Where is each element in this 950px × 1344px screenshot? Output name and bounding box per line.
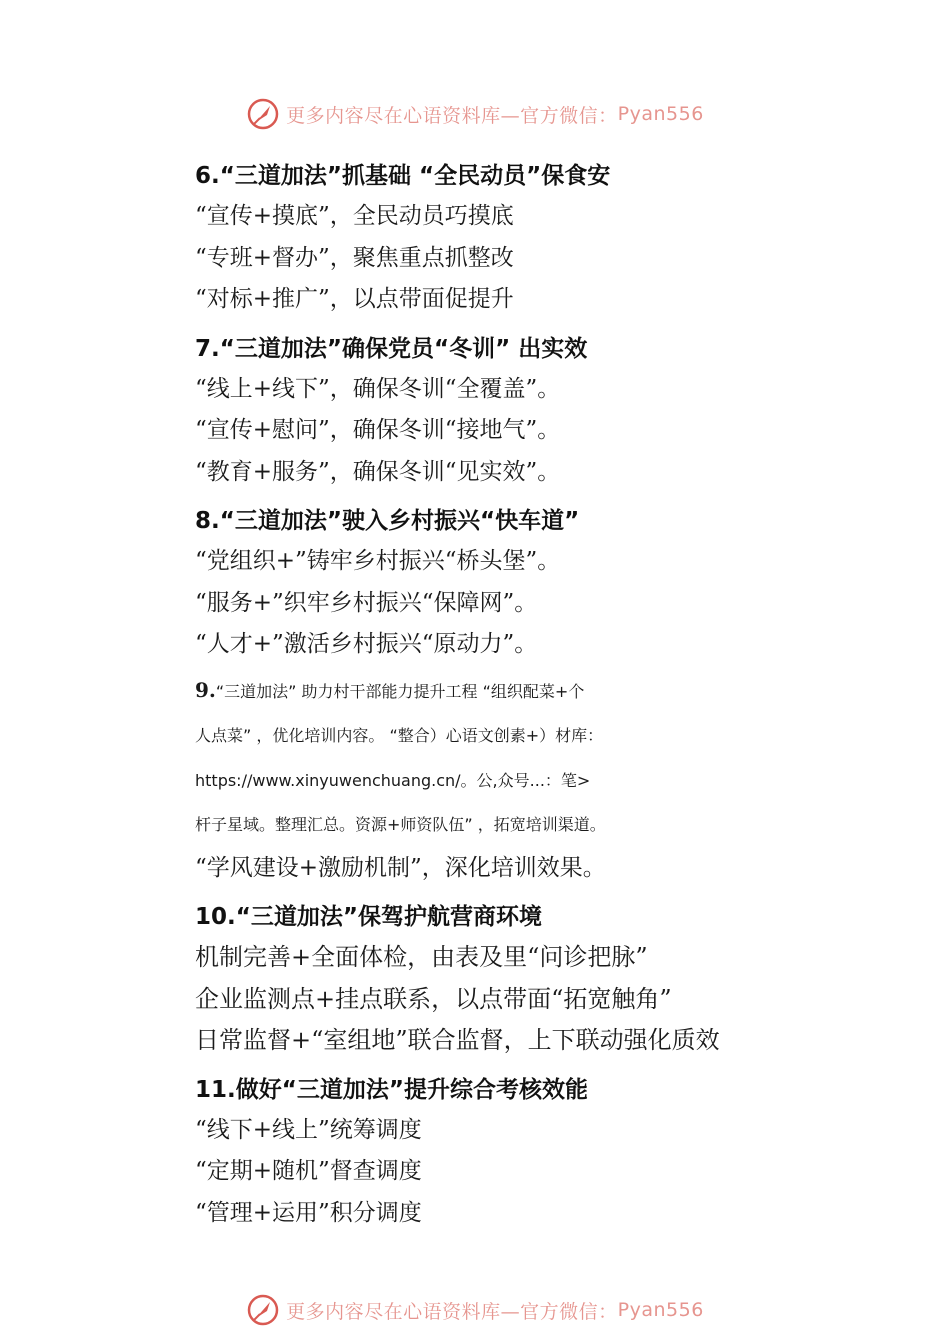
section-line: “党组织+”铸牢乡村振兴“桥头堡”。: [195, 548, 561, 574]
section-number: 9.: [195, 677, 216, 702]
section-heading: 6.“三道加法”抓基础 “全民动员”保食安: [195, 163, 611, 189]
section-line: 机制完善+全面体检，由表及里“问诊把脉”: [195, 943, 648, 971]
header-banner: [0, 94, 950, 134]
section-line: 日常监督+“室组地”联合监督，上下联动强化质效: [195, 1026, 720, 1054]
section-line: “定期+随机”督查调度: [195, 1158, 422, 1184]
section-9-url-line: https://www.xinyuwenchuang.cn/。公,众号...：笔>: [195, 770, 591, 790]
section-heading: 7.“三道加法”确保党员“冬训” 出实效: [195, 335, 588, 362]
section-line: “宣传+慰问”，确保冬训“接地气”。: [195, 417, 561, 443]
section-9-line: 人点菜” ，优化培训内容。 “整合）心语文创素+）材库：: [195, 726, 604, 745]
section-line: “线上+线下”，确保冬训“全覆盖”。: [195, 375, 561, 402]
section-line: “专班+督办”，聚焦重点抓整改: [195, 244, 514, 271]
banner-text: 更多内容尽在心语资料库—官方微信：: [286, 1300, 618, 1323]
section-line: “对标+推广”，以点带面促提升: [195, 286, 514, 312]
section-line: “教育+服务”，确保冬训“见实效”。: [195, 458, 561, 485]
footer-banner: [0, 1290, 950, 1330]
document-body: [195, 156, 915, 1234]
section-line: “服务+”织牢乡村振兴“保障网”。: [195, 589, 538, 616]
quill-logo-icon: [246, 97, 280, 131]
banner-wechat-id: Pyan556: [617, 103, 704, 125]
banner-wechat-id: Pyan556: [617, 1299, 704, 1321]
section-heading: 11.做好“三道加法”提升综合考核效能: [195, 1076, 588, 1103]
section-9-text: “三道加法” 助力村干部能力提升工程 “组织配菜+个: [215, 681, 585, 701]
section-9-line: 杆子星域。整理汇总。资源+师资队伍” ，拓宽培训渠道。: [195, 815, 606, 834]
section-line: 企业监测点+挂点联系，以点带面“拓宽触角”: [195, 984, 672, 1013]
section-line: “学风建设+激励机制”，深化培训效果。: [195, 854, 606, 881]
quill-logo-icon: [246, 1293, 280, 1327]
section-heading: 10.“三道加法”保驾护航营商环境: [195, 904, 542, 930]
section-line: “宣传+摸底”，全民动员巧摸底: [195, 203, 514, 229]
section-line: “管理+运用”积分调度: [195, 1199, 422, 1226]
section-9: [195, 668, 915, 848]
section-heading: 8.“三道加法”驶入乡村振兴“快车道”: [195, 508, 580, 534]
banner-text: 更多内容尽在心语资料库—官方微信：: [286, 104, 618, 127]
section-line: “人才+”激活乡村振兴“原动力”。: [195, 631, 538, 657]
section-9-line: [195, 668, 915, 715]
section-line: “线下+线上”统筹调度: [195, 1116, 422, 1143]
